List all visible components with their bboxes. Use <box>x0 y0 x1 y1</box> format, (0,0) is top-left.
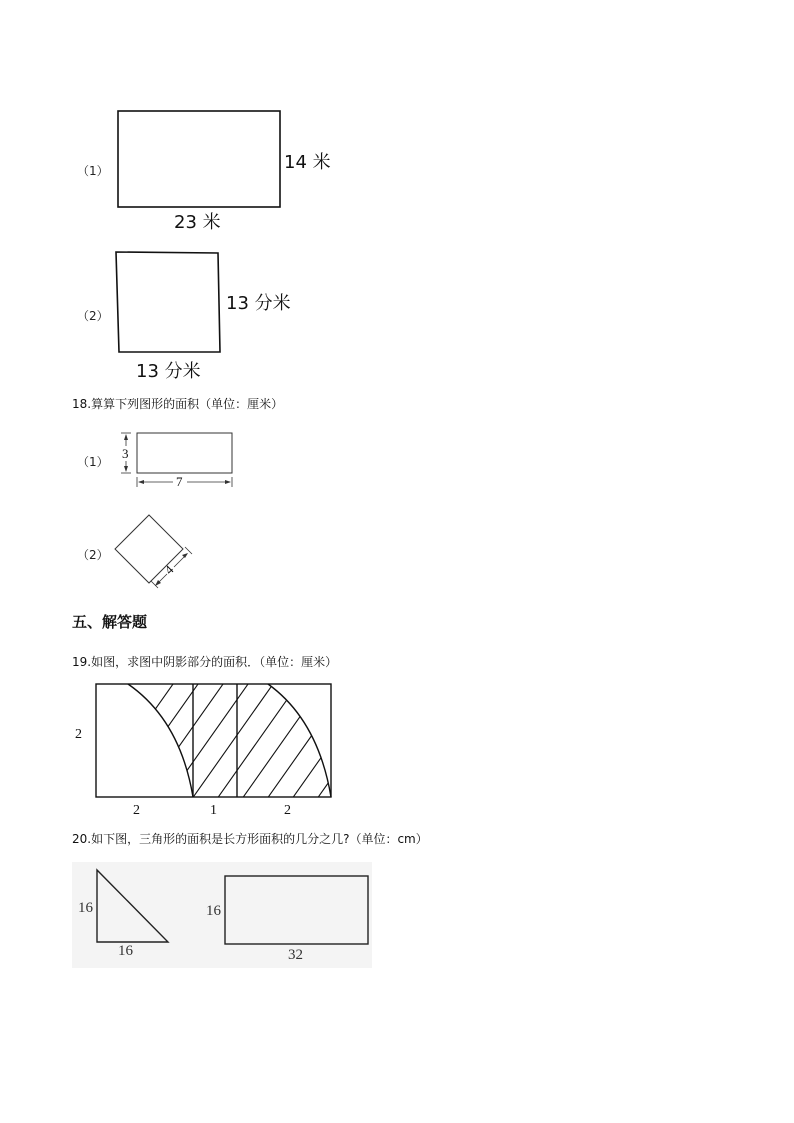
fig17-1-bottom: 23 米 <box>174 212 221 233</box>
fig19-left-label: 2 <box>75 727 82 742</box>
fig19-bottom-label-3: 2 <box>284 803 291 818</box>
rectangle-height: 16 <box>206 903 221 919</box>
rectangle-width: 32 <box>288 947 303 963</box>
fig17-2-bottom: 13 分米 <box>136 361 201 382</box>
triangle-height: 16 <box>78 900 93 916</box>
fig18-1-width: 7 <box>176 474 183 489</box>
section-title: 五、解答题 <box>72 613 148 631</box>
fig19-bottom-label-1: 2 <box>133 803 140 818</box>
fig18-2-label: （2） <box>77 548 109 562</box>
fig17-2-side: 13 分米 <box>226 293 291 314</box>
fig18-1-label: （1） <box>77 455 109 469</box>
problem18-title: 18.算算下列图形的面积（单位：厘米） <box>72 397 284 411</box>
fig17-1-side: 14 米 <box>284 152 331 173</box>
fig19-bottom-label-2: 1 <box>210 803 217 818</box>
fig17-1-label: （1） <box>77 164 109 178</box>
problem19-title: 19.如图，求图中阴影部分的面积．（单位：厘米） <box>72 655 338 669</box>
fig18-1-height: 3 <box>122 446 129 461</box>
fig17-2-label: （2） <box>77 309 109 323</box>
triangle-base: 16 <box>118 943 133 959</box>
problem20-title: 20.如下图，三角形的面积是长方形面积的几分之几?（单位：cm） <box>72 832 428 846</box>
fig18-2-side: 4 <box>161 562 177 578</box>
